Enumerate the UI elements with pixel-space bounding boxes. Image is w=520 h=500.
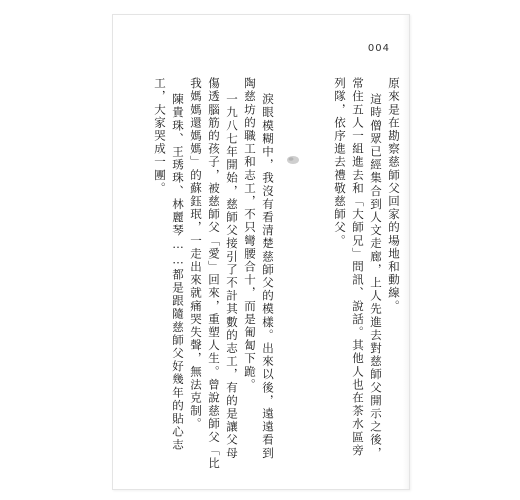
text-column-7: 一九八七年開始，慈師父接引了不計其數的志工，有的是讓父母 — [225, 93, 239, 460]
text-column-3: 常住五人一組進去和「大師兄」問訊、說話。其他人也在茶水區旁 — [351, 77, 365, 457]
text-column-6: 陶慈坊的職工和志工，不只彎腰合十，而是匍匐下跪。 — [243, 77, 257, 392]
text-column-8: 傷透腦筋的孩子，被慈師父「愛」回來，重塑人生。曾說慈師父「比 — [207, 77, 221, 470]
text-column-10: 陳貴珠、王琇珠、林麗琴……都是跟隨慈師父好幾年的貼心志 — [171, 93, 185, 452]
text-column-4: 列隊，依序進去禮敬慈師父。 — [333, 77, 347, 248]
page-number: 004 — [367, 43, 390, 54]
book-page — [112, 14, 410, 490]
text-column-9: 我媽媽還媽媽」的蘇鈺珉，一走出來就痛哭失聲，無法克制。 — [189, 77, 203, 431]
text-column-2: 這時僧眾已經集合到人文走廊，上人先進去對慈師父開示之後， — [369, 93, 383, 460]
section-ornament-icon — [286, 155, 300, 165]
text-column-11: 工，大家哭成一團。 — [153, 77, 167, 195]
page-edge-shadow — [403, 15, 409, 489]
text-column-1: 原來是在勘察慈師父回家的場地和動線。 — [387, 77, 401, 313]
text-column-5: 淚眼模糊中，我沒有看清楚慈師父的模樣。出來以後，遠遠看到 — [261, 93, 275, 460]
